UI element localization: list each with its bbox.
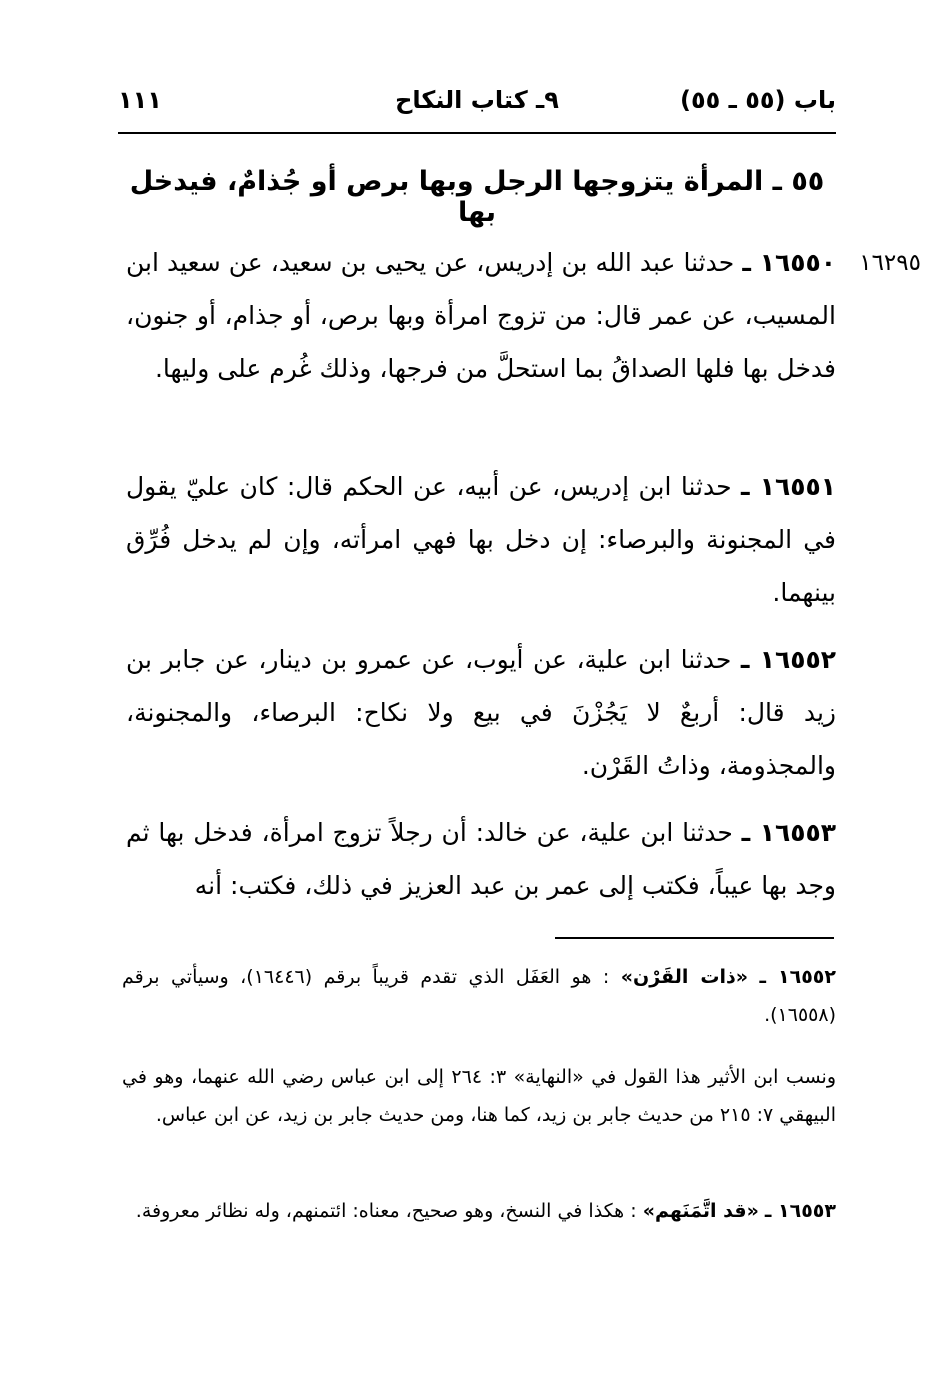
- footnote-text: ونسب ابن الأثير هذا القول في «النهاية» ٣: ٢٦٤ إلى ابن عباس رضي الله عنهما، وهو في البيهقي ٧: ٢١٥ من حديث جابر بن زيد، كما هنا، ومن حديث جابر بن زيد، عن ابن عباس.: [122, 1066, 837, 1126]
- hadith-paragraph: [126, 633, 836, 792]
- hadith-number: ١٦٥٥٢ ـ: [740, 645, 837, 674]
- hadith-text: حدثنا ابن إدريس، عن أبيه، عن الحكم قال: كان عليّ يقول في المجنونة والبرصاء: إن دخل بها فهي امرأته، وإن لم يدخل فُرِّق بينهما.: [126, 472, 836, 607]
- section-range: باب (٥٥ ـ ٥٥): [680, 86, 836, 114]
- hadith-text: حدثنا عبد الله بن إدريس، عن يحيى بن سعيد، عن سعيد ابن المسيب، عن عمر قال: من تزوج امرأة وبها برص، أو جذام، أو جنون، فدخل بها فلها الصداقُ بما استحلَّ من فرجها، وذلك غُرم على وليها.: [126, 248, 836, 383]
- header-divider: [118, 132, 836, 134]
- footnote-term: «قد اتَّمَنَهم»: [642, 1200, 759, 1222]
- hadith-paragraph: [126, 806, 836, 912]
- hadith-number: ١٦٥٥١ ـ: [740, 472, 836, 501]
- footnote: [122, 958, 836, 1034]
- footnote-text: : هو العَفَل الذي تقدم قريباً برقم (١٦٤٤٦)، وسيأتي برقم (١٦٥٥٨).: [122, 966, 836, 1026]
- margin-entry-number: ١٦٢٩٥: [859, 250, 921, 276]
- hadith-text: حدثنا ابن علية، عن خالد: أن رجلاً تزوج امرأة، فدخل بها ثم وجد بها عيباً، فكتب إلى عمر بن عبد العزيز في ذلك، فكتب: أنه: [126, 818, 836, 900]
- footnote-divider: [555, 937, 834, 939]
- footnote-text: : هكذا في النسخ، وهو صحيح، معناه: ائتمنهم، وله نظائر معروفة.: [135, 1200, 637, 1222]
- footnote-number: ١٦٥٥٣ ـ: [764, 1200, 836, 1222]
- hadith-number: ١٦٥٥٣ ـ: [741, 818, 837, 847]
- hadith-text: حدثنا ابن علية، عن أيوب، عن عمرو بن دينار، عن جابر بن زيد قال: أربعٌ لا يَجُزْنَ في بيع ولا نكاح: البرصاء، والمجنونة، والمجذومة، وذاتُ القَرْن.: [126, 645, 836, 780]
- footnote-term: «ذات القَرْن»: [620, 966, 749, 988]
- footnote-number: ١٦٥٥٢ ـ: [759, 966, 836, 988]
- footnote: [122, 1058, 836, 1134]
- hadith-paragraph: [126, 460, 836, 619]
- page-number: ١١١: [118, 86, 162, 114]
- footnote: [122, 1192, 836, 1230]
- running-header: [118, 86, 836, 122]
- hadith-paragraph: [126, 236, 836, 395]
- book-title: ٩ـ كتاب النكاح: [395, 86, 559, 114]
- chapter-title: ٥٥ ـ المرأة يتزوجها الرجل وبها برص أو جُذامٌ، فيدخل بها: [129, 166, 825, 228]
- hadith-number: ١٦٥٥٠ ـ: [742, 248, 836, 277]
